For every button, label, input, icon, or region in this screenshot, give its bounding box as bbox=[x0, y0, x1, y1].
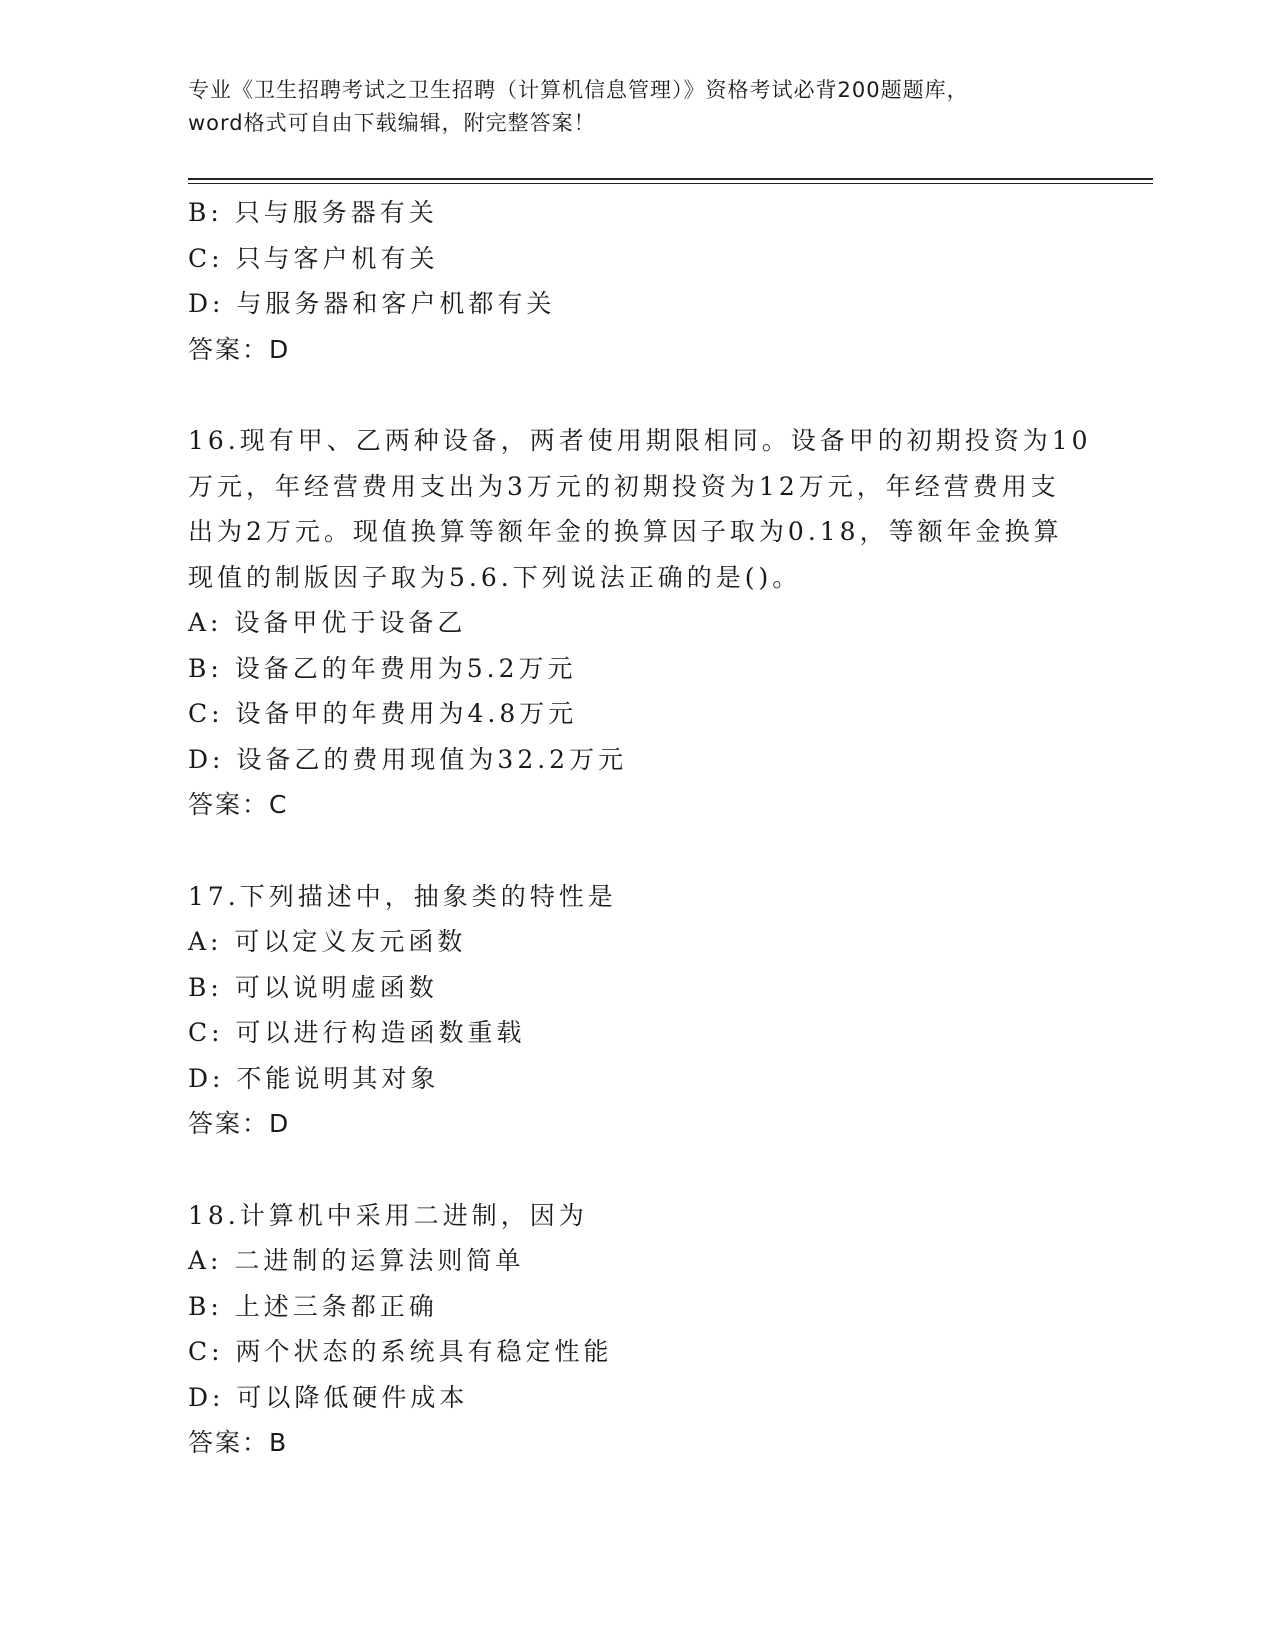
question-16 bbox=[188, 418, 1092, 828]
header-line-1: 专业《卫生招聘考试之卫生招聘（计算机信息管理）》资格考试必背200题题库， bbox=[188, 78, 969, 102]
question-text: 18.计算机中采用二进制，因为 bbox=[188, 1200, 588, 1230]
question-text: 17.下列描述中，抽象类的特性是 bbox=[188, 881, 617, 911]
answer: 答案：C bbox=[188, 790, 289, 819]
option-d: D: 可以降低硬件成本 bbox=[188, 1382, 469, 1412]
option-c: C: 只与客户机有关 bbox=[188, 243, 439, 273]
question-text bbox=[188, 418, 1092, 600]
option-c: C: 设备甲的年费用为4.8万元 bbox=[188, 699, 578, 728]
option-b: B: 设备乙的年费用为5.2万元 bbox=[188, 653, 577, 683]
question-15-partial bbox=[188, 190, 1088, 372]
option-a: A: 二进制的运算法则简单 bbox=[188, 1246, 525, 1275]
question-17 bbox=[188, 874, 1088, 1147]
answer: 答案：D bbox=[188, 334, 291, 364]
option-c: C: 两个状态的系统具有稳定性能 bbox=[188, 1337, 613, 1366]
question-text-line: 万元，年经营费用支出为3万元的初期投资为12万元，年经营费用支 bbox=[188, 471, 1060, 501]
option-d: D: 不能说明其对象 bbox=[188, 1063, 440, 1093]
question-text-line: 16.现有甲、乙两种设备，两者使用期限相同。设备甲的初期投资为10 bbox=[188, 426, 1092, 455]
option-d: D: 设备乙的费用现值为32.2万元 bbox=[188, 744, 628, 774]
question-list bbox=[188, 190, 1092, 1466]
page-header bbox=[188, 74, 1088, 140]
answer: 答案：D bbox=[188, 1109, 291, 1138]
option-b: B: 上述三条都正确 bbox=[188, 1291, 438, 1321]
question-text-line: 现值的制版因子取为5.6.下列说法正确的是()。 bbox=[188, 562, 802, 592]
option-a: A: 设备甲优于设备乙 bbox=[188, 608, 467, 637]
header-divider bbox=[188, 178, 1153, 184]
option-b: B: 只与服务器有关 bbox=[188, 198, 438, 227]
header-line-2: word格式可自由下载编辑，附完整答案！ bbox=[188, 111, 596, 135]
answer: 答案：B bbox=[188, 1428, 289, 1457]
option-d: D: 与服务器和客户机都有关 bbox=[188, 289, 556, 318]
question-text-line: 出为2万元。现值换算等额年金的换算因子取为0.18，等额年金换算 bbox=[188, 517, 1063, 546]
option-a: A: 可以定义友元函数 bbox=[188, 927, 467, 956]
question-18 bbox=[188, 1193, 1088, 1466]
option-c: C: 可以进行构造函数重载 bbox=[188, 1018, 526, 1047]
option-b: B: 可以说明虚函数 bbox=[188, 972, 438, 1002]
